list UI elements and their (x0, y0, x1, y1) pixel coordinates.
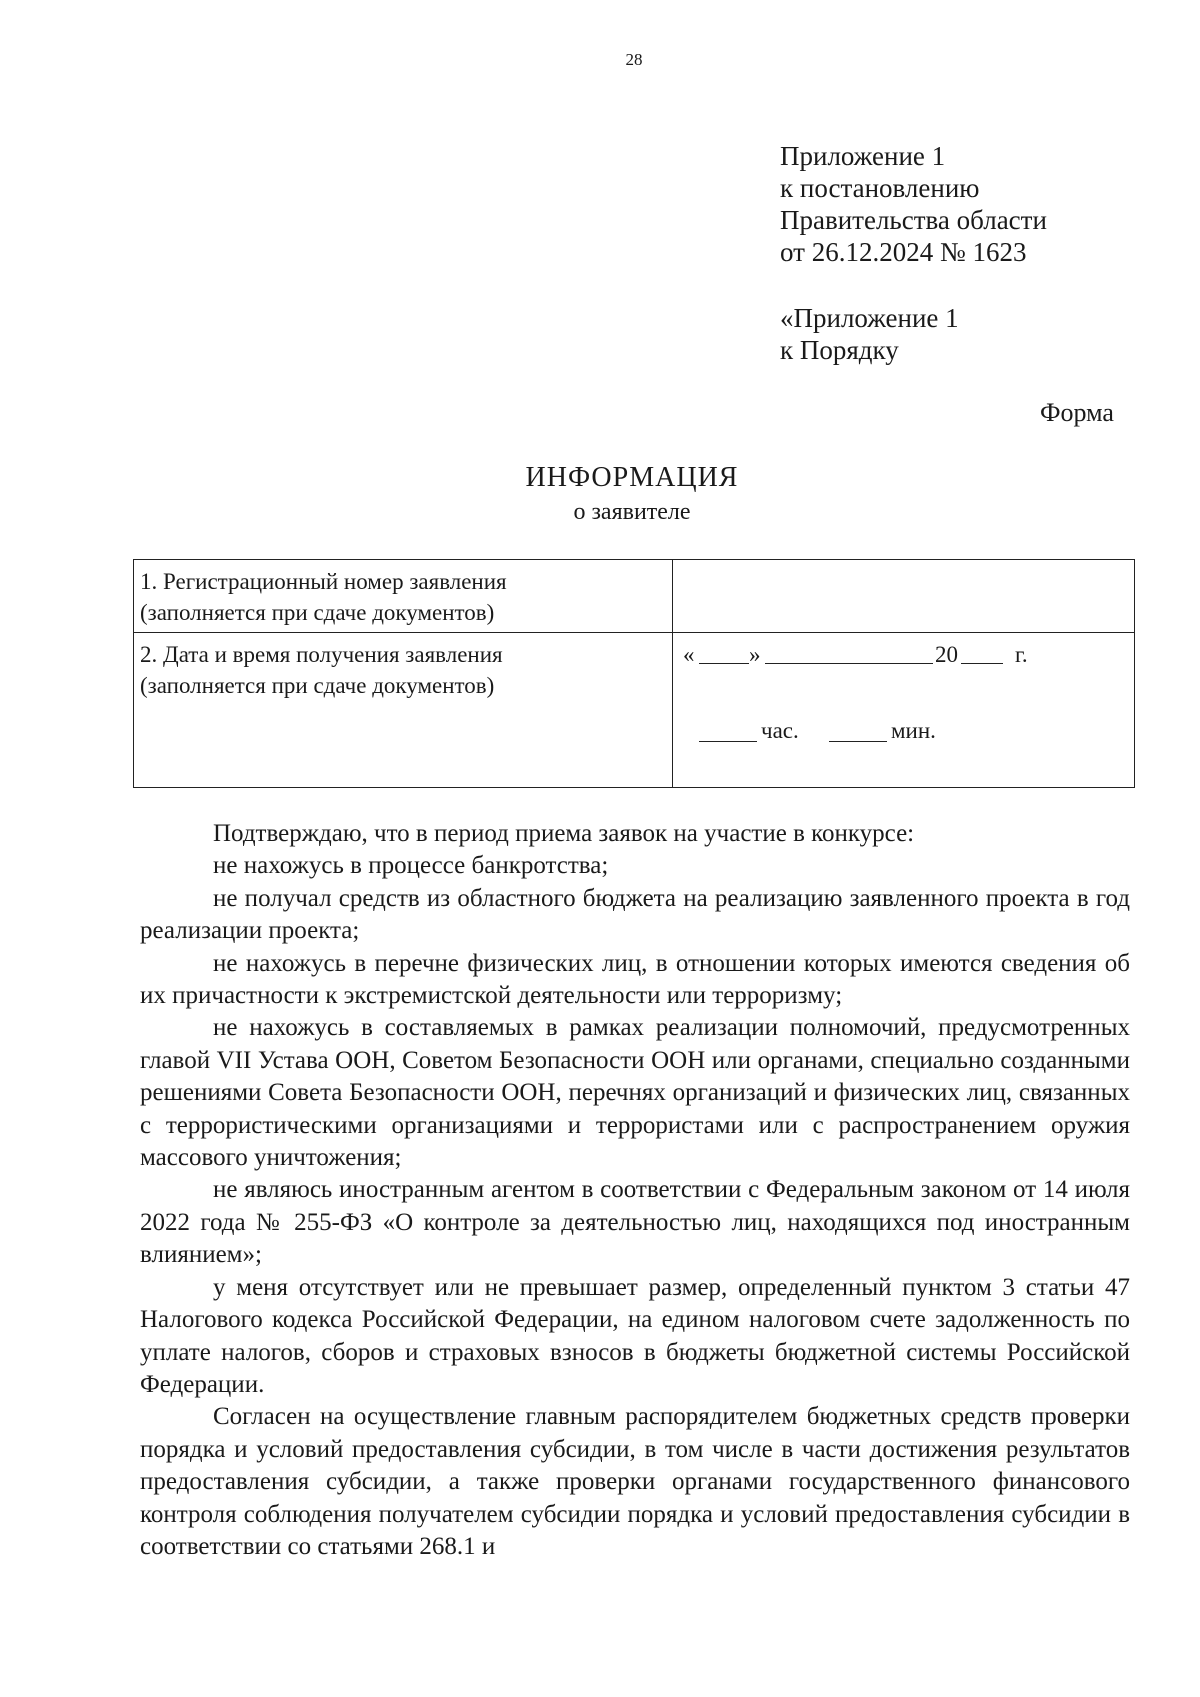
minutes-label: мин. (891, 718, 936, 743)
paragraph: Согласен на осуществление главным распорядителем бюджетных средств проверки порядка и условий предоставления субсидии, в том числе в части достижения результатов предоставления субсидии, а также проверки органами государственного финансового контроля соблюдения получателем субсидии порядка и условий предоставления субсидии в соответствии со статьями 268.1 и (140, 1403, 1130, 1560)
appendix-block (780, 140, 1047, 268)
hours-blank[interactable] (699, 741, 757, 742)
appendix-order-block (780, 302, 959, 366)
hours-label: час. (761, 718, 799, 743)
paragraph: не нахожусь в перечне физических лиц, в отношении которых имеются сведения об их причастности к экстремистской деятельности или терроризму; (140, 949, 1130, 1010)
document-title: ИНФОРМАЦИЯ (525, 462, 739, 493)
appendix-line: Правительства области (780, 205, 1047, 235)
page-number: 28 (625, 50, 643, 69)
month-blank[interactable] (765, 663, 933, 664)
label-line: 2. Дата и время получения заявления (140, 642, 503, 667)
appendix-order-line: к Порядку (780, 335, 899, 365)
label-line: 1. Регистрационный номер заявления (140, 569, 507, 594)
applicant-info-table (133, 559, 1135, 788)
quote-open: « (683, 642, 695, 667)
year-suffix: г. (1015, 642, 1028, 667)
form-label: Форма (1040, 398, 1114, 427)
registration-number-field[interactable] (673, 560, 1135, 633)
registration-number-label (134, 560, 673, 633)
label-line: (заполняется при сдаче документов) (140, 600, 495, 625)
appendix-line: от 26.12.2024 № 1623 (780, 237, 1027, 267)
day-blank[interactable] (699, 663, 749, 664)
appendix-order-line: «Приложение 1 (780, 303, 959, 333)
appendix-line: Приложение 1 (780, 141, 946, 171)
paragraph: Подтверждаю, что в период приема заявок на участие в конкурсе: (213, 820, 915, 847)
label-line: (заполняется при сдаче документов) (140, 673, 495, 698)
receipt-datetime-label (134, 633, 673, 788)
paragraph: не получал средств из областного бюджета на реализацию заявленного проекта в год реализации проекта; (140, 884, 1130, 945)
quote-close: » (749, 642, 761, 667)
paragraph: не нахожусь в составляемых в рамках реализации полномочий, предусмотренных главой VII Устава ООН, Советом Безопасности ООН или органами, специально созданными решениями Совета Безопасности ООН, перечнях организаций и физических лиц, связанных с террористическими организациями и террористами или с распространением оружия массового уничтожения; (140, 1014, 1130, 1172)
table-row (134, 560, 1135, 633)
appendix-line: к постановлению (780, 173, 980, 203)
paragraph: не являюсь иностранным агентом в соответствии с Федеральным законом от 14 июля 2022 года № 255-ФЗ «О контроле за деятельностью лиц, находящихся под иностранным влиянием»; (140, 1176, 1130, 1269)
paragraph: у меня отсутствует или не превышает размер, определенный пунктом 3 статьи 47 Налогового кодекса Российской Федерации, на едином налоговом счете задолженность по уплате налогов, сборов и страховых взносов в бюджеты бюджетной системы Российской Федерации. (140, 1273, 1130, 1398)
receipt-datetime-field[interactable] (673, 633, 1135, 788)
declaration-text (140, 818, 1130, 1563)
year-blank[interactable] (961, 663, 1003, 664)
century-text: 20 (935, 642, 958, 667)
paragraph: не нахожусь в процессе банкротства; (213, 852, 609, 880)
date-time-blanks (679, 639, 1128, 769)
document-subtitle: о заявителе (573, 499, 691, 525)
minutes-blank[interactable] (829, 741, 887, 742)
table-row (134, 633, 1135, 788)
